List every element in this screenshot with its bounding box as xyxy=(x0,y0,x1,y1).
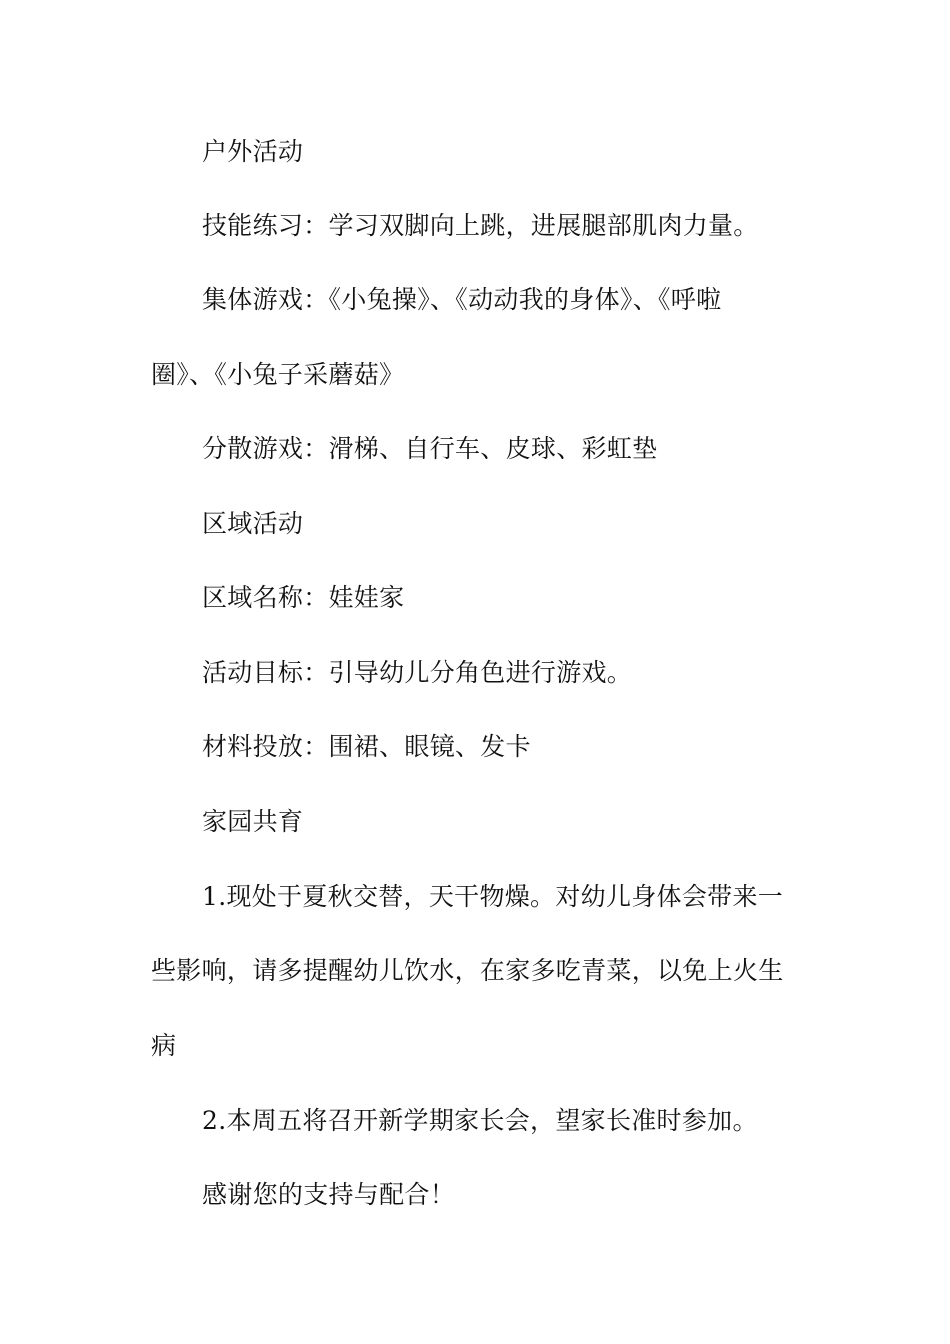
notice-2-line: 2.本周五将召开新学期家长会，望家长准时参加。 xyxy=(202,1106,758,1135)
area-name-line: 区域名称：娃娃家 xyxy=(202,583,405,612)
thanks-line: 感谢您的支持与配合！ xyxy=(202,1180,456,1209)
group-games-line: 集体游戏：《小兔操》、《动动我的身体》、《呼啦 xyxy=(202,285,722,314)
heading-home-school: 家园共育 xyxy=(202,807,304,836)
activity-goal-line: 活动目标：引导幼儿分角色进行游戏。 xyxy=(202,658,633,687)
skill-practice-line: 技能练习：学习双脚向上跳，进展腿部肌肉力量。 xyxy=(202,211,759,240)
notice-1-line-1: 1.现处于夏秋交替，天干物燥。对幼儿身体会带来一 xyxy=(202,882,784,911)
group-games-line-continued: 圈》、《小兔子采蘑菇》 xyxy=(151,360,405,389)
notice-1-line-2: 些影响，请多提醒幼儿饮水，在家多吃青菜，以免上火生 xyxy=(151,956,784,985)
materials-line: 材料投放：围裙、眼镜、发卡 xyxy=(202,732,531,761)
heading-outdoor-activities: 户外活动 xyxy=(202,137,304,166)
heading-area-activities: 区域活动 xyxy=(202,509,304,538)
notice-1-line-3: 病 xyxy=(151,1031,177,1060)
free-games-line: 分散游戏：滑梯、自行车、皮球、彩虹垫 xyxy=(202,434,658,463)
